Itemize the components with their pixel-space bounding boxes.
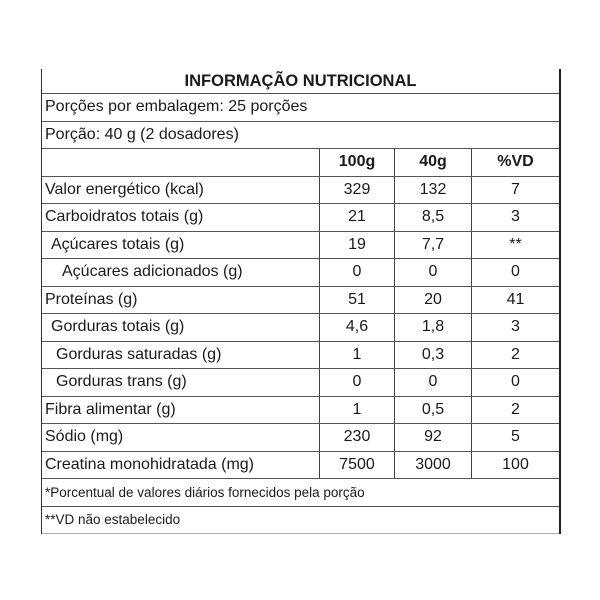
nutrient-label: Proteínas (g) [45, 290, 138, 308]
header-label [42, 149, 319, 176]
table-row [42, 177, 559, 205]
value-40g: 92 [394, 424, 471, 451]
table-row [42, 342, 559, 370]
value-40g: 20 [394, 287, 471, 314]
value-40g: 132 [394, 177, 471, 204]
header-vd: %VD [471, 149, 559, 176]
value-100g: 0 [319, 259, 394, 286]
value-40g: 0 [394, 259, 471, 286]
table-row [42, 424, 559, 452]
value-vd: ** [471, 232, 559, 259]
table-row [42, 204, 559, 232]
value-vd: 7 [471, 177, 559, 204]
value-vd: 3 [471, 204, 559, 231]
nutrient-label: Sódio (mg) [45, 428, 124, 446]
nutrition-facts-table [41, 69, 561, 534]
value-40g: 0 [394, 369, 471, 396]
servings-per-package-row [42, 94, 559, 122]
value-100g: 329 [319, 177, 394, 204]
servings-per-package: Porções por embalagem: 25 porções [45, 98, 308, 116]
table-row [42, 232, 559, 260]
nutrient-label: Açúcares adicionados (g) [62, 263, 243, 281]
value-vd: 0 [471, 369, 559, 396]
nutrient-label: Açúcares totais (g) [51, 235, 185, 253]
header-100g: 100g [319, 149, 394, 176]
value-40g: 1,8 [394, 314, 471, 341]
nutrient-label: Gorduras trans (g) [56, 373, 187, 391]
footnote-text: **VD não estabelecido [45, 512, 181, 528]
table-title [42, 69, 559, 94]
nutrient-label: Valor energético (kcal) [45, 180, 204, 198]
column-header-row [42, 149, 559, 177]
nutrient-label: Gorduras totais (g) [51, 318, 185, 336]
value-vd: 41 [471, 287, 559, 314]
value-100g: 51 [319, 287, 394, 314]
nutrient-label: Fibra alimentar (g) [45, 400, 176, 418]
header-40g: 40g [394, 149, 471, 176]
table-row [42, 452, 559, 480]
serving-size-row [42, 122, 559, 150]
footnote-vd-not-established [42, 507, 559, 535]
value-40g: 0,3 [394, 342, 471, 369]
table-row [42, 259, 559, 287]
table-row [42, 287, 559, 315]
value-100g: 21 [319, 204, 394, 231]
table-row [42, 369, 559, 397]
title-text: INFORMAÇÃO NUTRICIONAL [184, 71, 417, 90]
footnote-daily-values [42, 479, 559, 507]
value-vd: 0 [471, 259, 559, 286]
table-row [42, 397, 559, 425]
nutrient-label: Creatina monohidratada (mg) [45, 455, 254, 473]
value-100g: 4,6 [319, 314, 394, 341]
value-vd: 5 [471, 424, 559, 451]
value-100g: 19 [319, 232, 394, 259]
value-vd: 3 [471, 314, 559, 341]
value-vd: 2 [471, 397, 559, 424]
value-40g: 7,7 [394, 232, 471, 259]
value-100g: 1 [319, 342, 394, 369]
footnote-text: *Porcentual de valores diários fornecidos pela porção [45, 484, 365, 500]
table-row [42, 314, 559, 342]
value-100g: 7500 [319, 452, 394, 479]
value-40g: 0,5 [394, 397, 471, 424]
value-100g: 1 [319, 397, 394, 424]
nutrient-label: Gorduras saturadas (g) [56, 345, 222, 363]
value-40g: 8,5 [394, 204, 471, 231]
value-100g: 0 [319, 369, 394, 396]
value-vd: 2 [471, 342, 559, 369]
value-40g: 3000 [394, 452, 471, 479]
nutrient-label: Carboidratos totais (g) [45, 208, 204, 226]
serving-size: Porção: 40 g (2 dosadores) [45, 125, 239, 143]
value-vd: 100 [471, 452, 559, 479]
value-100g: 230 [319, 424, 394, 451]
